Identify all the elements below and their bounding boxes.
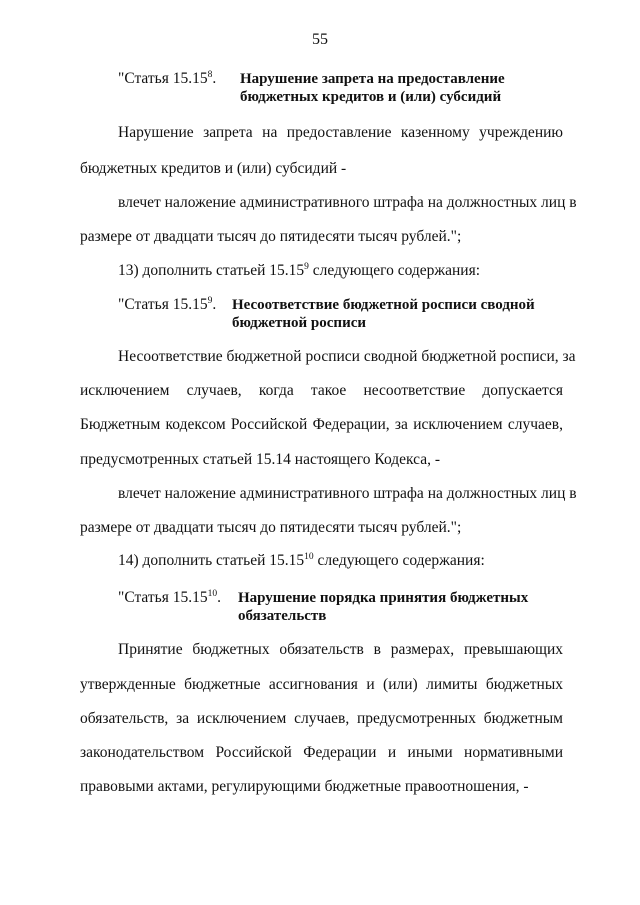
paragraph-line: Нарушение запрета на предоставление казенному учреждению (118, 124, 563, 141)
article-label (118, 70, 216, 88)
article-label-text: "Статья 15.15 (118, 70, 208, 87)
paragraph-line: обязательств, за исключением случаев, предусмотренных бюджетным (80, 710, 563, 727)
article-title-line: бюджетной росписи (232, 315, 367, 331)
amendment-item-tail: следующего содержания: (313, 552, 485, 569)
paragraph-line: влечет наложение административного штрафа на должностных лиц в (118, 485, 577, 502)
paragraph-line: размере от двадцати тысяч до пятидесяти тысяч рублей."; (80, 228, 462, 245)
article-title-line: бюджетных кредитов и (или) субсидий (240, 89, 502, 105)
article-superscript: 8 (207, 70, 213, 80)
article-title-line: Несоответствие бюджетной росписи сводной (232, 297, 535, 313)
amendment-item-tail: следующего содержания: (308, 262, 481, 279)
article-label-text: "Статья 15.15 (118, 296, 208, 313)
article-title-line: Нарушение запрета на предоставление (240, 71, 505, 87)
page-number: 55 (312, 31, 328, 48)
article-label-dot: . (212, 70, 217, 87)
article-label-text: "Статья 15.15 (118, 589, 208, 606)
article-label (118, 589, 221, 607)
paragraph-line: влечет наложение административного штрафа на должностных лиц в (118, 194, 577, 211)
paragraph-line: бюджетных кредитов и (или) субсидий - (80, 160, 347, 177)
paragraph-line: правовыми актами, регулирующими бюджетные правоотношения, - (80, 778, 529, 795)
paragraph-line: Несоответствие бюджетной росписи сводной бюджетной росписи, за (118, 348, 576, 365)
amendment-superscript: 9 (304, 262, 309, 272)
amendment-item-text: 13) дополнить статьей 15.15 (118, 262, 305, 279)
paragraph-line: законодательством Российской Федерации и иными нормативными (80, 744, 563, 761)
article-superscript: 9 (207, 296, 213, 306)
paragraph-line: исключением случаев, когда такое несоответствие допускается (80, 382, 563, 399)
amendment-superscript: 10 (304, 552, 314, 562)
article-label-dot: . (217, 589, 221, 606)
paragraph-line: предусмотренных статьей 15.14 настоящего Кодекса, - (80, 451, 441, 468)
article-superscript: 10 (207, 589, 218, 599)
paragraph-line: утвержденные бюджетные ассигнования и (или) лимиты бюджетных (80, 676, 563, 693)
article-label-dot: . (212, 296, 217, 313)
amendment-item (118, 262, 480, 280)
article-title-line: обязательств (238, 608, 327, 624)
article-title-line: Нарушение порядка принятия бюджетных (238, 590, 529, 606)
amendment-item-text: 14) дополнить статьей 15.15 (118, 552, 305, 569)
paragraph-line: размере от двадцати тысяч до пятидесяти тысяч рублей."; (80, 519, 462, 536)
article-label (118, 296, 216, 314)
amendment-item (118, 552, 485, 570)
paragraph-line: Принятие бюджетных обязательств в размерах, превышающих (118, 641, 563, 658)
paragraph-line: Бюджетным кодексом Российской Федерации, за исключением случаев, (80, 416, 563, 433)
